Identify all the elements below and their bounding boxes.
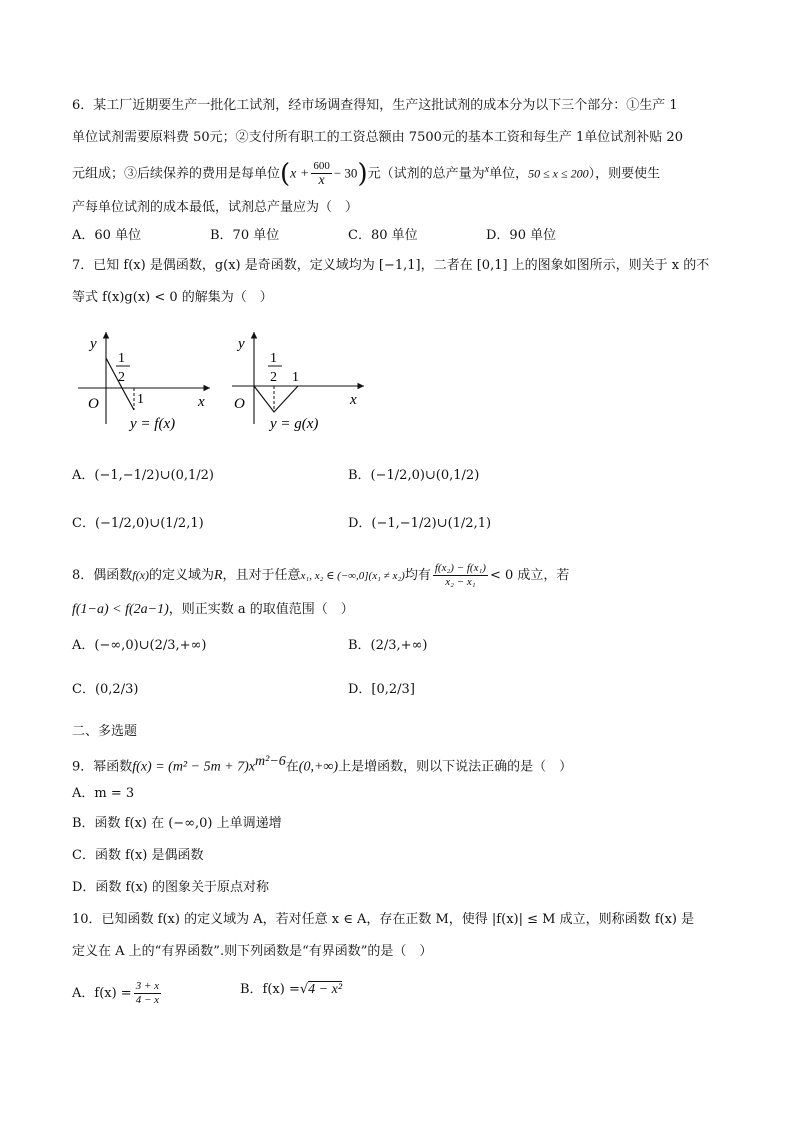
q7-line-1: 7．已知 f(x) 是偶函数，g(x) 是奇函数，定义域均为 [−1,1]，二者在 [0,1] 上的图象如图所示，则关于 x 的不 — [72, 258, 710, 273]
q6-line-3-text-a: 元组成；③后续保养的费用是每单位 — [72, 166, 281, 182]
q10-a-num: 3 + x — [135, 980, 160, 992]
q7-option-d[interactable]: D．(−1,−1/2)∪(1/2,1) — [348, 516, 492, 531]
f-origin: O — [88, 396, 99, 412]
q6-range: 50 ≤ x ≤ 200 — [528, 166, 589, 181]
q6-line-4: 产每单位试剂的成本最低，试剂总产量应为（ ） — [72, 200, 359, 215]
q6-frac-num: 600 — [313, 160, 330, 173]
q10-a-fraction — [134, 980, 161, 1007]
q10-b-radicand: 4 − x² — [308, 982, 343, 997]
q6-option-b[interactable]: B．70 单位 — [210, 228, 280, 243]
q8-cond: x₁, x₂ ∈ (−∞,0](x₁ ≠ x₂) — [300, 570, 405, 582]
q9-text-b: 在 — [285, 759, 299, 775]
q6-option-d[interactable]: D．90 单位 — [486, 228, 557, 243]
sqrt-icon: √ — [299, 982, 309, 997]
q9-text-c: 上是增函数，则以下说法正确的是（ ） — [338, 759, 573, 775]
q6-option-a[interactable]: A．60 单位 — [72, 228, 142, 243]
q9-interval: (0,+∞) — [298, 759, 339, 775]
q9-line-1 — [72, 752, 572, 777]
q8-line-2 — [72, 600, 354, 620]
q8-text-f: ，则正实数 a 的取值范围（ ） — [168, 602, 354, 617]
q8-option-a[interactable]: A．(−∞,0)∪(2/3,+∞) — [72, 638, 207, 653]
g-curve — [254, 386, 298, 412]
section-heading-multi-choice: 二、多选题 — [72, 724, 138, 739]
q9-option-c[interactable]: C．函数 f(x) 是偶函数 — [72, 848, 204, 863]
q8-option-b[interactable]: B．(2/3,+∞) — [348, 638, 428, 653]
q9-exponent: m²−6 — [255, 754, 286, 769]
q6-line-1: 6．某工厂近期要生产一批化工试剂，经市场调查得知，生产这批试剂的成本分为以下三个部分：①生产 1 — [72, 98, 678, 113]
q6-expr-pre: x + — [290, 166, 310, 182]
q9-option-b[interactable]: B．函数 f(x) 在 (−∞,0) 上单调递增 — [72, 816, 282, 831]
f-half-den: 2 — [118, 370, 125, 385]
q6-line-3-text-c: 单位， — [489, 166, 529, 182]
q6-option-c[interactable]: C．80 单位 — [348, 228, 418, 243]
q8-text-e: < 0 成立，若 — [489, 568, 570, 583]
g-half-den: 2 — [270, 370, 277, 385]
q8-ineq: f(1−a) < f(2a−1) — [72, 602, 169, 617]
q6-fraction — [311, 160, 332, 187]
g-one: 1 — [292, 370, 299, 385]
q6-var: x — [484, 164, 490, 175]
q8-text-b: 的定义域为 — [148, 568, 214, 583]
f-y-label: y — [90, 336, 97, 352]
q6-close-paren: ) — [357, 158, 368, 189]
q10-line-2: 定义在 A 上的“有界函数”.则下列函数是“有界函数”的是（ ） — [72, 944, 433, 959]
q9-option-a[interactable]: A．m = 3 — [72, 786, 135, 801]
f-half-num: 1 — [118, 351, 125, 366]
q9-expr: f(x) = (m² − 5m + 7)x — [132, 759, 256, 775]
q7-graph-f — [70, 328, 220, 438]
q10-option-b[interactable] — [240, 980, 342, 1000]
g-half-num: 1 — [270, 351, 277, 366]
f-label: y = f(x) — [130, 416, 176, 432]
q6-frac-den: x — [318, 173, 325, 189]
q7-option-b[interactable]: B．(−1/2,0)∪(0,1/2) — [348, 468, 480, 483]
q8-text-c: ，且对于任意 — [222, 568, 301, 583]
q8-fraction — [433, 562, 488, 589]
q8-option-c[interactable]: C．(0,2/3) — [72, 682, 139, 697]
q8-frac-den: x₂ − x₁ — [445, 576, 476, 588]
q6-expr-post: − 30 — [333, 165, 358, 181]
q8-fx: f(x) — [132, 568, 149, 582]
q7-option-a[interactable]: A．(−1,−1/2)∪(0,1/2) — [72, 468, 215, 483]
q10-line-1: 10．已知函数 f(x) 的定义域为 A，若对任意 x ∈ A，存在正数 M，使得 |f(x)| ≤ M 成立，则称函数 f(x) 是 — [72, 912, 695, 927]
g-label: y = g(x) — [270, 416, 319, 432]
f-one: 1 — [137, 392, 144, 407]
q6-line-3 — [72, 160, 660, 187]
q10-b-pre: B．f(x) = — [240, 982, 300, 997]
q6-open-paren: ( — [280, 158, 291, 189]
q8-R: R — [213, 568, 223, 583]
q8-option-d[interactable]: D．[0,2/3] — [348, 682, 415, 697]
q7-option-c[interactable]: C．(−1/2,0)∪(1/2,1) — [72, 516, 204, 531]
q10-option-a[interactable] — [72, 980, 163, 1007]
q8-text-d: 均有 — [404, 568, 431, 583]
f-x-label: x — [198, 394, 205, 410]
q7-line-2: 等式 f(x)g(x) < 0 的解集为（ ） — [72, 290, 273, 305]
q10-a-den: 4 − x — [135, 994, 160, 1006]
q8-text-a: 8．偶函数 — [72, 568, 133, 583]
q6-line-3-text-b: 元（试剂的总产量为 — [367, 166, 485, 182]
q6-line-2: 单位试剂需要原料费 50元；②支付所有职工的工资总额由 7500元的基本工资和每生产 1单位试剂补贴 20 — [72, 130, 683, 145]
q10-a-pre: A．f(x) = — [72, 986, 132, 1001]
g-origin: O — [234, 396, 245, 412]
g-x-label: x — [350, 392, 357, 408]
q6-line-3-text-d: ），则要使生 — [588, 166, 661, 182]
g-y-label: y — [238, 336, 245, 352]
q8-line-1 — [72, 562, 569, 589]
q7-graph-g — [226, 328, 376, 438]
q8-frac-num: f(x₂) − f(x₁) — [434, 562, 486, 574]
q9-option-d[interactable]: D．函数 f(x) 的图象关于原点对称 — [72, 880, 269, 895]
q9-text-a: 9．幂函数 — [72, 759, 133, 775]
